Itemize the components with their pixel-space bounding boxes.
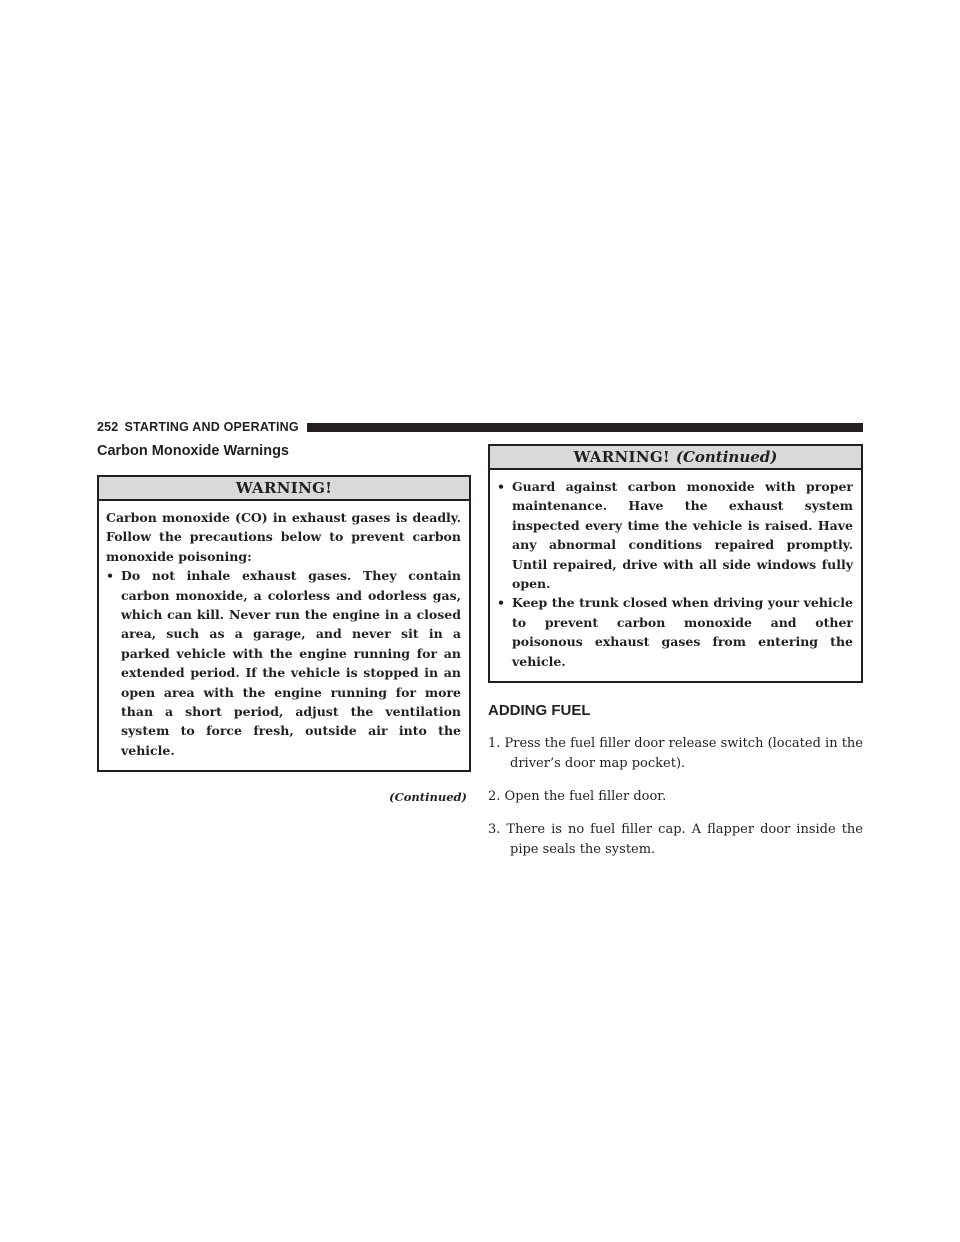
- list-item: 1. Press the fuel filler door release switch (located in the driver’s door map pocket).: [488, 736, 863, 772]
- warning-bullet-text: Do not inhale exhaust gases. They contain carbon monoxide, a colorless and odorless gas, which can kill. Never run the engine in a closed area, such as a garage, and never sit in a parked vehicle with the engine running for an extended period. If the vehicle is stopped in an open area with the engine running for more than a short period, adjust the ventilation system to force fresh, outside air into the vehicle.: [121, 568, 461, 758]
- warning-label: WARNING!: [573, 448, 670, 466]
- carbon-monoxide-heading: Carbon Monoxide Warnings: [97, 443, 289, 459]
- warning-body: [99, 501, 469, 770]
- warning-bullet: [106, 566, 461, 760]
- bullet-dot: •: [497, 479, 505, 494]
- header-rule: [307, 423, 863, 432]
- warning-bullet: [497, 477, 853, 593]
- warning-bullet-text: Keep the trunk closed when driving your vehicle to prevent carbon monoxide and other poisonous exhaust gases from entering the vehicle.: [512, 595, 853, 669]
- page-number: 252: [97, 420, 119, 434]
- section-title: STARTING AND OPERATING: [124, 420, 299, 434]
- continued-note: (Continued): [389, 790, 467, 805]
- warning-title: [490, 446, 861, 470]
- page-header: [97, 419, 863, 435]
- warning-label: WARNING!: [235, 479, 333, 497]
- warning-body: [490, 470, 861, 681]
- bullet-dot: •: [497, 595, 505, 611]
- warning-bullet-text: Guard against carbon monoxide with proper maintenance. Have the exhaust system inspected every time the vehicle is raised. Have any abnormal conditions repaired promptly. Until repaired, drive with all side windows fully open.: [512, 479, 853, 592]
- bullet-dot: •: [106, 568, 114, 584]
- warning-intro: Carbon monoxide (CO) in exhaust gases is deadly. Follow the precautions below to prevent carbon monoxide poisoning:: [106, 510, 461, 564]
- warning-bullet: [497, 593, 853, 671]
- left-column: [97, 441, 471, 804]
- adding-fuel-heading: ADDING FUEL: [488, 702, 591, 720]
- warning-continued-label: (Continued): [675, 448, 778, 466]
- list-item: 2. Open the fuel filler door.: [488, 789, 667, 805]
- warning-box: [97, 475, 471, 772]
- list-item: 3. There is no fuel filler cap. A flapper door inside the pipe seals the system.: [488, 822, 863, 858]
- right-column: [488, 444, 863, 870]
- warning-title: [99, 477, 469, 501]
- warning-box-continued: [488, 444, 863, 683]
